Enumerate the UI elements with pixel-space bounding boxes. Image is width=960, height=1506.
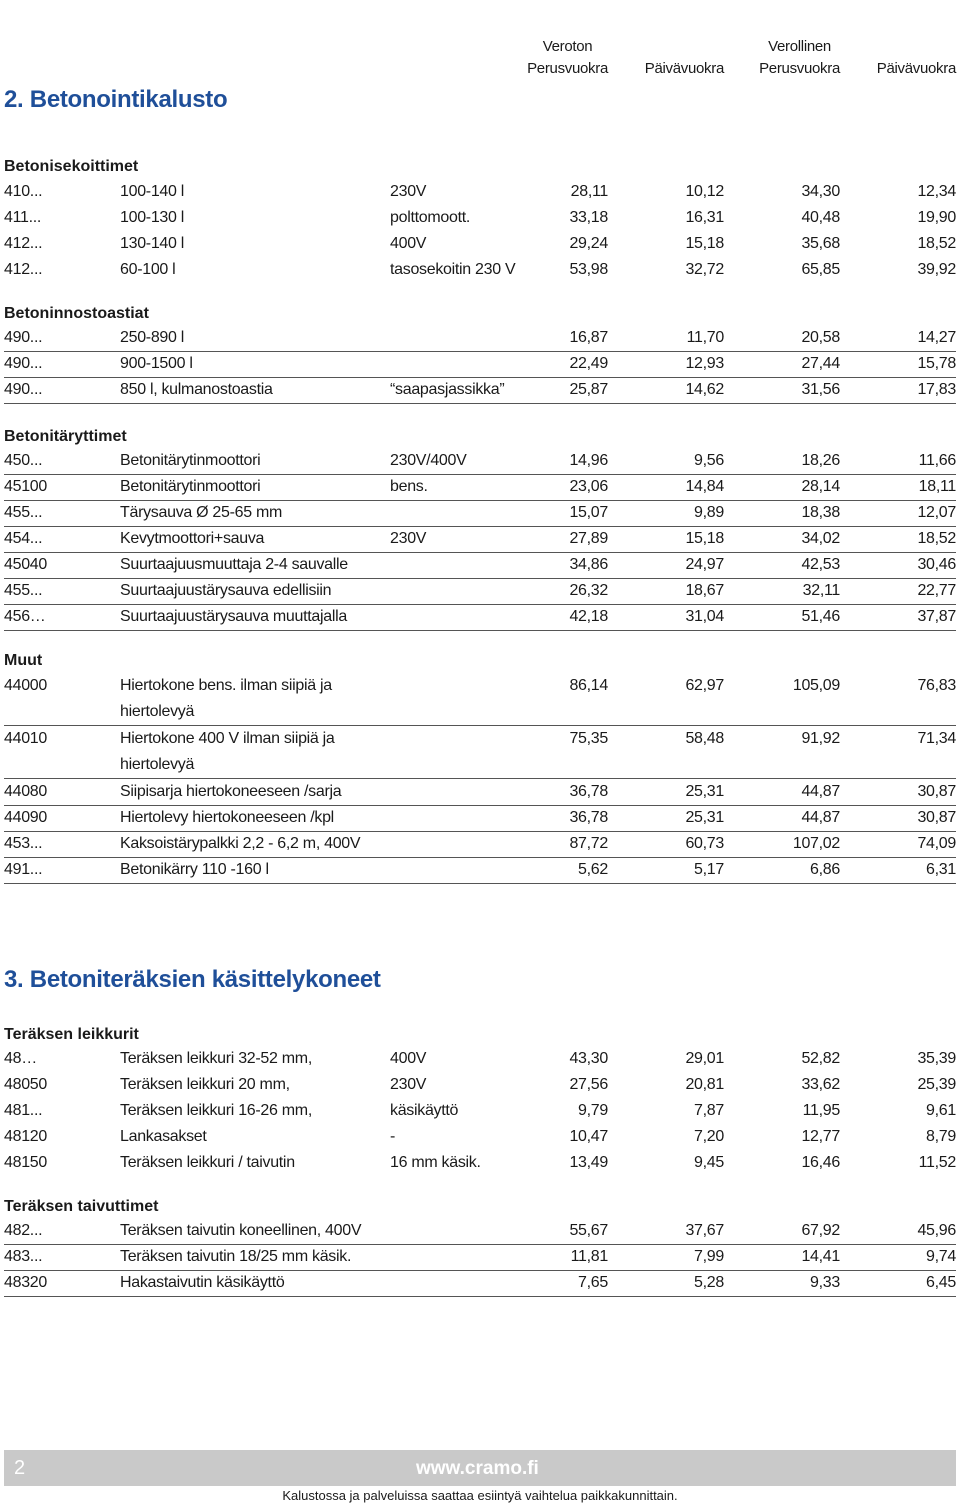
group-title: Betonisekoittimet — [4, 158, 139, 175]
table-row — [4, 478, 956, 501]
price-verollinen-perusvuokra: 44,87 — [801, 783, 840, 800]
table-row — [4, 530, 956, 553]
price-veroton-paivavuokra: 29,01 — [685, 1050, 724, 1067]
col-header-paivavuokra: Päivävuokra — [644, 60, 724, 77]
price-verollinen-paivavuokra: 30,87 — [917, 809, 956, 826]
price-verollinen-paivavuokra: 18,11 — [918, 478, 956, 495]
product-spec: polttomoott. — [390, 209, 471, 226]
table-row — [4, 582, 956, 605]
group-title: Teräksen leikkurit — [4, 1026, 139, 1043]
product-description: Betonitärytinmoottori — [120, 452, 261, 469]
product-description: 900-1500 l — [120, 355, 193, 372]
product-code: 490... — [4, 329, 43, 346]
table-row — [4, 1076, 956, 1098]
price-verollinen-perusvuokra: 14,41 — [801, 1248, 840, 1265]
price-veroton-perusvuokra: 27,89 — [569, 530, 608, 547]
price-verollinen-perusvuokra: 11,95 — [802, 1102, 840, 1119]
price-veroton-paivavuokra: 62,97 — [685, 677, 724, 694]
col-header-perusvuokra: Perusvuokra — [759, 60, 840, 77]
price-verollinen-perusvuokra: 16,46 — [801, 1154, 840, 1171]
product-description: Suurtaajuusmuuttaja 2-4 sauvalle — [120, 556, 348, 573]
price-veroton-paivavuokra: 5,28 — [694, 1274, 724, 1291]
product-code: 482... — [4, 1222, 43, 1239]
price-veroton-paivavuokra: 25,31 — [685, 809, 724, 826]
price-verollinen-perusvuokra: 34,30 — [801, 183, 840, 200]
price-verollinen-perusvuokra: 31,56 — [801, 381, 840, 398]
product-code: 455... — [4, 582, 43, 599]
price-verollinen-perusvuokra: 42,53 — [801, 556, 840, 573]
price-veroton-perusvuokra: 43,30 — [569, 1050, 608, 1067]
price-verollinen-paivavuokra: 12,34 — [917, 183, 956, 200]
table-row — [4, 1050, 956, 1072]
price-veroton-paivavuokra: 25,31 — [685, 783, 724, 800]
product-code: 491... — [4, 861, 43, 878]
product-description-line2: hiertolevyä — [120, 703, 195, 720]
price-verollinen-paivavuokra: 6,31 — [926, 861, 956, 878]
price-veroton-perusvuokra: 42,18 — [569, 608, 608, 625]
price-veroton-perusvuokra: 11,81 — [570, 1248, 608, 1265]
price-veroton-perusvuokra: 23,06 — [569, 478, 608, 495]
price-veroton-perusvuokra: 34,86 — [569, 556, 608, 573]
table-row — [4, 1222, 956, 1245]
product-description: Teräksen leikkuri 16-26 mm, — [120, 1102, 312, 1119]
price-verollinen-perusvuokra: 44,87 — [801, 809, 840, 826]
price-veroton-paivavuokra: 11,70 — [686, 329, 724, 346]
price-verollinen-paivavuokra: 17,83 — [917, 381, 956, 398]
price-veroton-perusvuokra: 13,49 — [569, 1154, 608, 1171]
price-verollinen-perusvuokra: 6,86 — [810, 861, 840, 878]
price-veroton-perusvuokra: 55,67 — [569, 1222, 608, 1239]
price-veroton-paivavuokra: 58,48 — [685, 730, 724, 747]
price-veroton-paivavuokra: 7,99 — [694, 1248, 724, 1265]
product-description: Teräksen taivutin 18/25 mm käsik. — [120, 1248, 352, 1265]
price-verollinen-paivavuokra: 18,52 — [917, 235, 956, 252]
product-description: Betonitärytinmoottori — [120, 478, 261, 495]
product-description: Siipisarja hiertokoneeseen /sarja — [120, 783, 342, 800]
col-header-verollinen-perusvuokra — [759, 36, 840, 80]
price-veroton-perusvuokra: 7,65 — [578, 1274, 608, 1291]
group-title: Muut — [4, 652, 43, 669]
price-veroton-paivavuokra: 14,84 — [685, 478, 724, 495]
product-description: 850 l, kulmanostoastia — [120, 381, 273, 398]
price-veroton-paivavuokra: 24,97 — [685, 556, 724, 573]
price-verollinen-paivavuokra: 30,46 — [917, 556, 956, 573]
price-veroton-paivavuokra: 37,67 — [685, 1222, 724, 1239]
table-row — [4, 452, 956, 475]
table-row — [4, 235, 956, 257]
price-veroton-perusvuokra: 14,96 — [569, 452, 608, 469]
price-veroton-paivavuokra: 10,12 — [685, 183, 724, 200]
product-code: 48… — [4, 1050, 37, 1067]
product-description: Teräksen leikkuri / taivutin — [120, 1154, 295, 1171]
product-code: 454... — [4, 530, 43, 547]
price-verollinen-perusvuokra: 20,58 — [801, 329, 840, 346]
product-spec: käsikäyttö — [390, 1102, 459, 1119]
price-verollinen-paivavuokra: 12,07 — [917, 504, 956, 521]
price-veroton-perusvuokra: 86,14 — [569, 677, 608, 694]
price-veroton-perusvuokra: 36,78 — [569, 809, 608, 826]
price-veroton-perusvuokra: 36,78 — [569, 783, 608, 800]
price-veroton-perusvuokra: 9,79 — [578, 1102, 608, 1119]
group-title: Teräksen taivuttimet — [4, 1198, 159, 1215]
product-spec: 400V — [390, 235, 427, 252]
price-verollinen-perusvuokra: 35,68 — [801, 235, 840, 252]
product-code: 48150 — [4, 1154, 47, 1171]
price-verollinen-perusvuokra: 18,38 — [801, 504, 840, 521]
product-code: 48050 — [4, 1076, 47, 1093]
price-veroton-perusvuokra: 27,56 — [569, 1076, 608, 1093]
price-veroton-paivavuokra: 7,20 — [694, 1128, 724, 1145]
price-verollinen-paivavuokra: 74,09 — [917, 835, 956, 852]
price-verollinen-paivavuokra: 11,66 — [918, 452, 956, 469]
product-description: Betonikärry 110 -160 l — [120, 861, 269, 878]
product-spec: bens. — [390, 478, 428, 495]
table-row — [4, 1102, 956, 1124]
price-verollinen-perusvuokra: 52,82 — [801, 1050, 840, 1067]
product-description: Lankasakset — [120, 1128, 207, 1145]
price-veroton-paivavuokra: 18,67 — [685, 582, 724, 599]
product-code: 44080 — [4, 783, 47, 800]
table-row — [4, 1274, 956, 1297]
price-verollinen-perusvuokra: 65,85 — [801, 261, 840, 278]
product-code: 450... — [4, 452, 43, 469]
website-link[interactable]: www.cramo.fi — [416, 1458, 539, 1479]
table-row — [4, 329, 956, 352]
price-veroton-perusvuokra: 25,87 — [569, 381, 608, 398]
product-description: Teräksen taivutin koneellinen, 400V — [120, 1222, 362, 1239]
product-description: Teräksen leikkuri 20 mm, — [120, 1076, 290, 1093]
price-veroton-paivavuokra: 5,17 — [694, 861, 724, 878]
product-description: Suurtaajuustärysauva muuttajalla — [120, 608, 347, 625]
product-code: 490... — [4, 381, 43, 398]
price-veroton-perusvuokra: 28,11 — [570, 183, 608, 200]
price-veroton-paivavuokra: 9,56 — [694, 452, 724, 469]
price-verollinen-paivavuokra: 19,90 — [917, 209, 956, 226]
product-code: 48320 — [4, 1274, 47, 1291]
product-code: 411... — [4, 209, 42, 226]
col-header-perusvuokra: Perusvuokra — [527, 60, 608, 77]
price-veroton-perusvuokra: 75,35 — [569, 730, 608, 747]
group-title: Betonitäryttimet — [4, 428, 127, 445]
price-veroton-paivavuokra: 31,04 — [685, 608, 724, 625]
product-description: Hiertolevy hiertokoneeseen /kpl — [120, 809, 334, 826]
product-description: 250-890 l — [120, 329, 185, 346]
table-row — [4, 1128, 956, 1150]
price-verollinen-paivavuokra: 22,77 — [917, 582, 956, 599]
price-verollinen-paivavuokra: 37,87 — [917, 608, 956, 625]
product-spec: 230V — [390, 183, 427, 200]
table-row — [4, 861, 956, 884]
product-description: Kevytmoottori+sauva — [120, 530, 265, 547]
price-veroton-paivavuokra: 14,62 — [685, 381, 724, 398]
price-verollinen-perusvuokra: 27,44 — [801, 355, 840, 372]
section-title: 2. Betonointikalusto — [4, 86, 228, 113]
price-verollinen-perusvuokra: 34,02 — [801, 530, 840, 547]
product-spec: 400V — [390, 1050, 427, 1067]
price-verollinen-perusvuokra: 51,46 — [801, 608, 840, 625]
price-verollinen-paivavuokra: 45,96 — [917, 1222, 956, 1239]
product-code: 490... — [4, 355, 43, 372]
product-code: 455... — [4, 504, 43, 521]
section-title: 3. Betoniteräksien käsittelykoneet — [4, 966, 381, 993]
product-description: 100-140 l — [120, 183, 185, 200]
product-code: 410... — [4, 183, 43, 200]
product-code: 412... — [4, 261, 43, 278]
table-row — [4, 183, 956, 205]
product-code: 481... — [4, 1102, 43, 1119]
price-verollinen-paivavuokra: 30,87 — [917, 783, 956, 800]
table-row — [4, 355, 956, 378]
product-spec: 230V — [390, 530, 427, 547]
price-verollinen-perusvuokra: 33,62 — [801, 1076, 840, 1093]
price-veroton-paivavuokra: 32,72 — [685, 261, 724, 278]
product-spec: “saapasjassikka” — [390, 381, 505, 398]
col-header-veroton: Veroton — [542, 38, 593, 55]
product-code: 483... — [4, 1248, 43, 1265]
product-description-line2: hiertolevyä — [120, 756, 195, 773]
product-spec: 16 mm käsik. — [390, 1154, 481, 1171]
price-verollinen-paivavuokra: 71,34 — [917, 730, 956, 747]
price-veroton-paivavuokra: 15,18 — [685, 530, 724, 547]
price-verollinen-paivavuokra: 14,27 — [917, 329, 956, 346]
price-veroton-paivavuokra: 12,93 — [685, 355, 724, 372]
price-verollinen-perusvuokra: 32,11 — [802, 582, 840, 599]
price-verollinen-paivavuokra: 18,52 — [917, 530, 956, 547]
price-verollinen-paivavuokra: 9,74 — [926, 1248, 956, 1265]
price-veroton-paivavuokra: 9,45 — [694, 1154, 724, 1171]
product-description: Kaksoistärypalkki 2,2 - 6,2 m, 400V — [120, 835, 361, 852]
price-verollinen-paivavuokra: 11,52 — [918, 1154, 956, 1171]
table-row — [4, 504, 956, 527]
price-veroton-paivavuokra: 60,73 — [685, 835, 724, 852]
price-verollinen-paivavuokra: 8,79 — [926, 1128, 956, 1145]
price-veroton-perusvuokra: 87,72 — [569, 835, 608, 852]
price-verollinen-perusvuokra: 107,02 — [792, 835, 840, 852]
table-row — [4, 783, 956, 806]
product-spec: - — [390, 1128, 396, 1145]
price-veroton-perusvuokra: 10,47 — [569, 1128, 608, 1145]
table-row — [4, 261, 956, 283]
product-code: 48120 — [4, 1128, 47, 1145]
footer-note: Kalustossa ja palveluissa saattaa esiintyä vaihtelua paikkakunnittain. — [282, 1488, 678, 1503]
price-verollinen-perusvuokra: 91,92 — [801, 730, 840, 747]
product-description: Teräksen leikkuri 32-52 mm, — [120, 1050, 312, 1067]
table-row — [4, 209, 956, 231]
price-verollinen-paivavuokra: 9,61 — [926, 1102, 956, 1119]
price-veroton-perusvuokra: 15,07 — [569, 504, 608, 521]
price-verollinen-paivavuokra: 6,45 — [926, 1274, 956, 1291]
table-row — [4, 677, 956, 726]
price-verollinen-perusvuokra: 67,92 — [801, 1222, 840, 1239]
table-row — [4, 1248, 956, 1271]
product-description: 100-130 l — [120, 209, 185, 226]
product-description: 130-140 l — [120, 235, 185, 252]
product-code: 44090 — [4, 809, 47, 826]
price-verollinen-perusvuokra: 9,33 — [810, 1274, 840, 1291]
table-row — [4, 1154, 956, 1176]
price-veroton-paivavuokra: 16,31 — [685, 209, 724, 226]
product-code: 45100 — [4, 478, 47, 495]
table-row — [4, 730, 956, 779]
col-header-veroton-perusvuokra — [527, 36, 608, 80]
price-veroton-paivavuokra: 15,18 — [685, 235, 724, 252]
price-verollinen-paivavuokra: 39,92 — [917, 261, 956, 278]
col-header-paivavuokra-verollinen: Päivävuokra — [876, 60, 956, 77]
price-verollinen-perusvuokra: 28,14 — [801, 478, 840, 495]
product-spec: 230V — [390, 1076, 427, 1093]
price-veroton-perusvuokra: 33,18 — [569, 209, 608, 226]
price-verollinen-perusvuokra: 105,09 — [792, 677, 840, 694]
price-veroton-perusvuokra: 5,62 — [578, 861, 608, 878]
col-header-verollinen: Verollinen — [768, 38, 831, 55]
price-verollinen-paivavuokra: 25,39 — [917, 1076, 956, 1093]
table-row — [4, 809, 956, 832]
price-veroton-perusvuokra: 22,49 — [569, 355, 608, 372]
page-number: 2 — [14, 1457, 26, 1479]
table-row — [4, 556, 956, 579]
product-code: 412... — [4, 235, 43, 252]
product-code: 44000 — [4, 677, 47, 694]
product-code: 456… — [4, 608, 46, 625]
product-description: Tärysauva Ø 25-65 mm — [120, 504, 283, 521]
price-veroton-perusvuokra: 53,98 — [569, 261, 608, 278]
price-veroton-perusvuokra: 29,24 — [569, 235, 608, 252]
product-description: Suurtaajuustärysauva edellisiin — [120, 582, 332, 599]
price-verollinen-perusvuokra: 12,77 — [801, 1128, 840, 1145]
price-verollinen-paivavuokra: 15,78 — [917, 355, 956, 372]
table-row — [4, 835, 956, 858]
table-row — [4, 381, 956, 404]
product-spec: 230V/400V — [390, 452, 467, 469]
product-spec: tasosekoitin 230 V — [390, 261, 516, 278]
product-code: 45040 — [4, 556, 47, 573]
product-code: 453... — [4, 835, 43, 852]
price-veroton-paivavuokra: 7,87 — [694, 1102, 724, 1119]
price-verollinen-paivavuokra: 76,83 — [917, 677, 956, 694]
table-row — [4, 608, 956, 631]
product-description: Hiertokone 400 V ilman siipiä ja — [120, 730, 335, 747]
price-veroton-paivavuokra: 9,89 — [694, 504, 724, 521]
product-description: Hakastaivutin käsikäyttö — [120, 1274, 285, 1291]
product-description: Hiertokone bens. ilman siipiä ja — [120, 677, 332, 694]
price-verollinen-perusvuokra: 18,26 — [801, 452, 840, 469]
price-verollinen-paivavuokra: 35,39 — [917, 1050, 956, 1067]
price-verollinen-perusvuokra: 40,48 — [801, 209, 840, 226]
product-code: 44010 — [4, 730, 47, 747]
group-title: Betoninnostoastiat — [4, 305, 149, 322]
price-veroton-paivavuokra: 20,81 — [685, 1076, 724, 1093]
price-veroton-perusvuokra: 26,32 — [569, 582, 608, 599]
price-veroton-perusvuokra: 16,87 — [569, 329, 608, 346]
product-description: 60-100 l — [120, 261, 176, 278]
